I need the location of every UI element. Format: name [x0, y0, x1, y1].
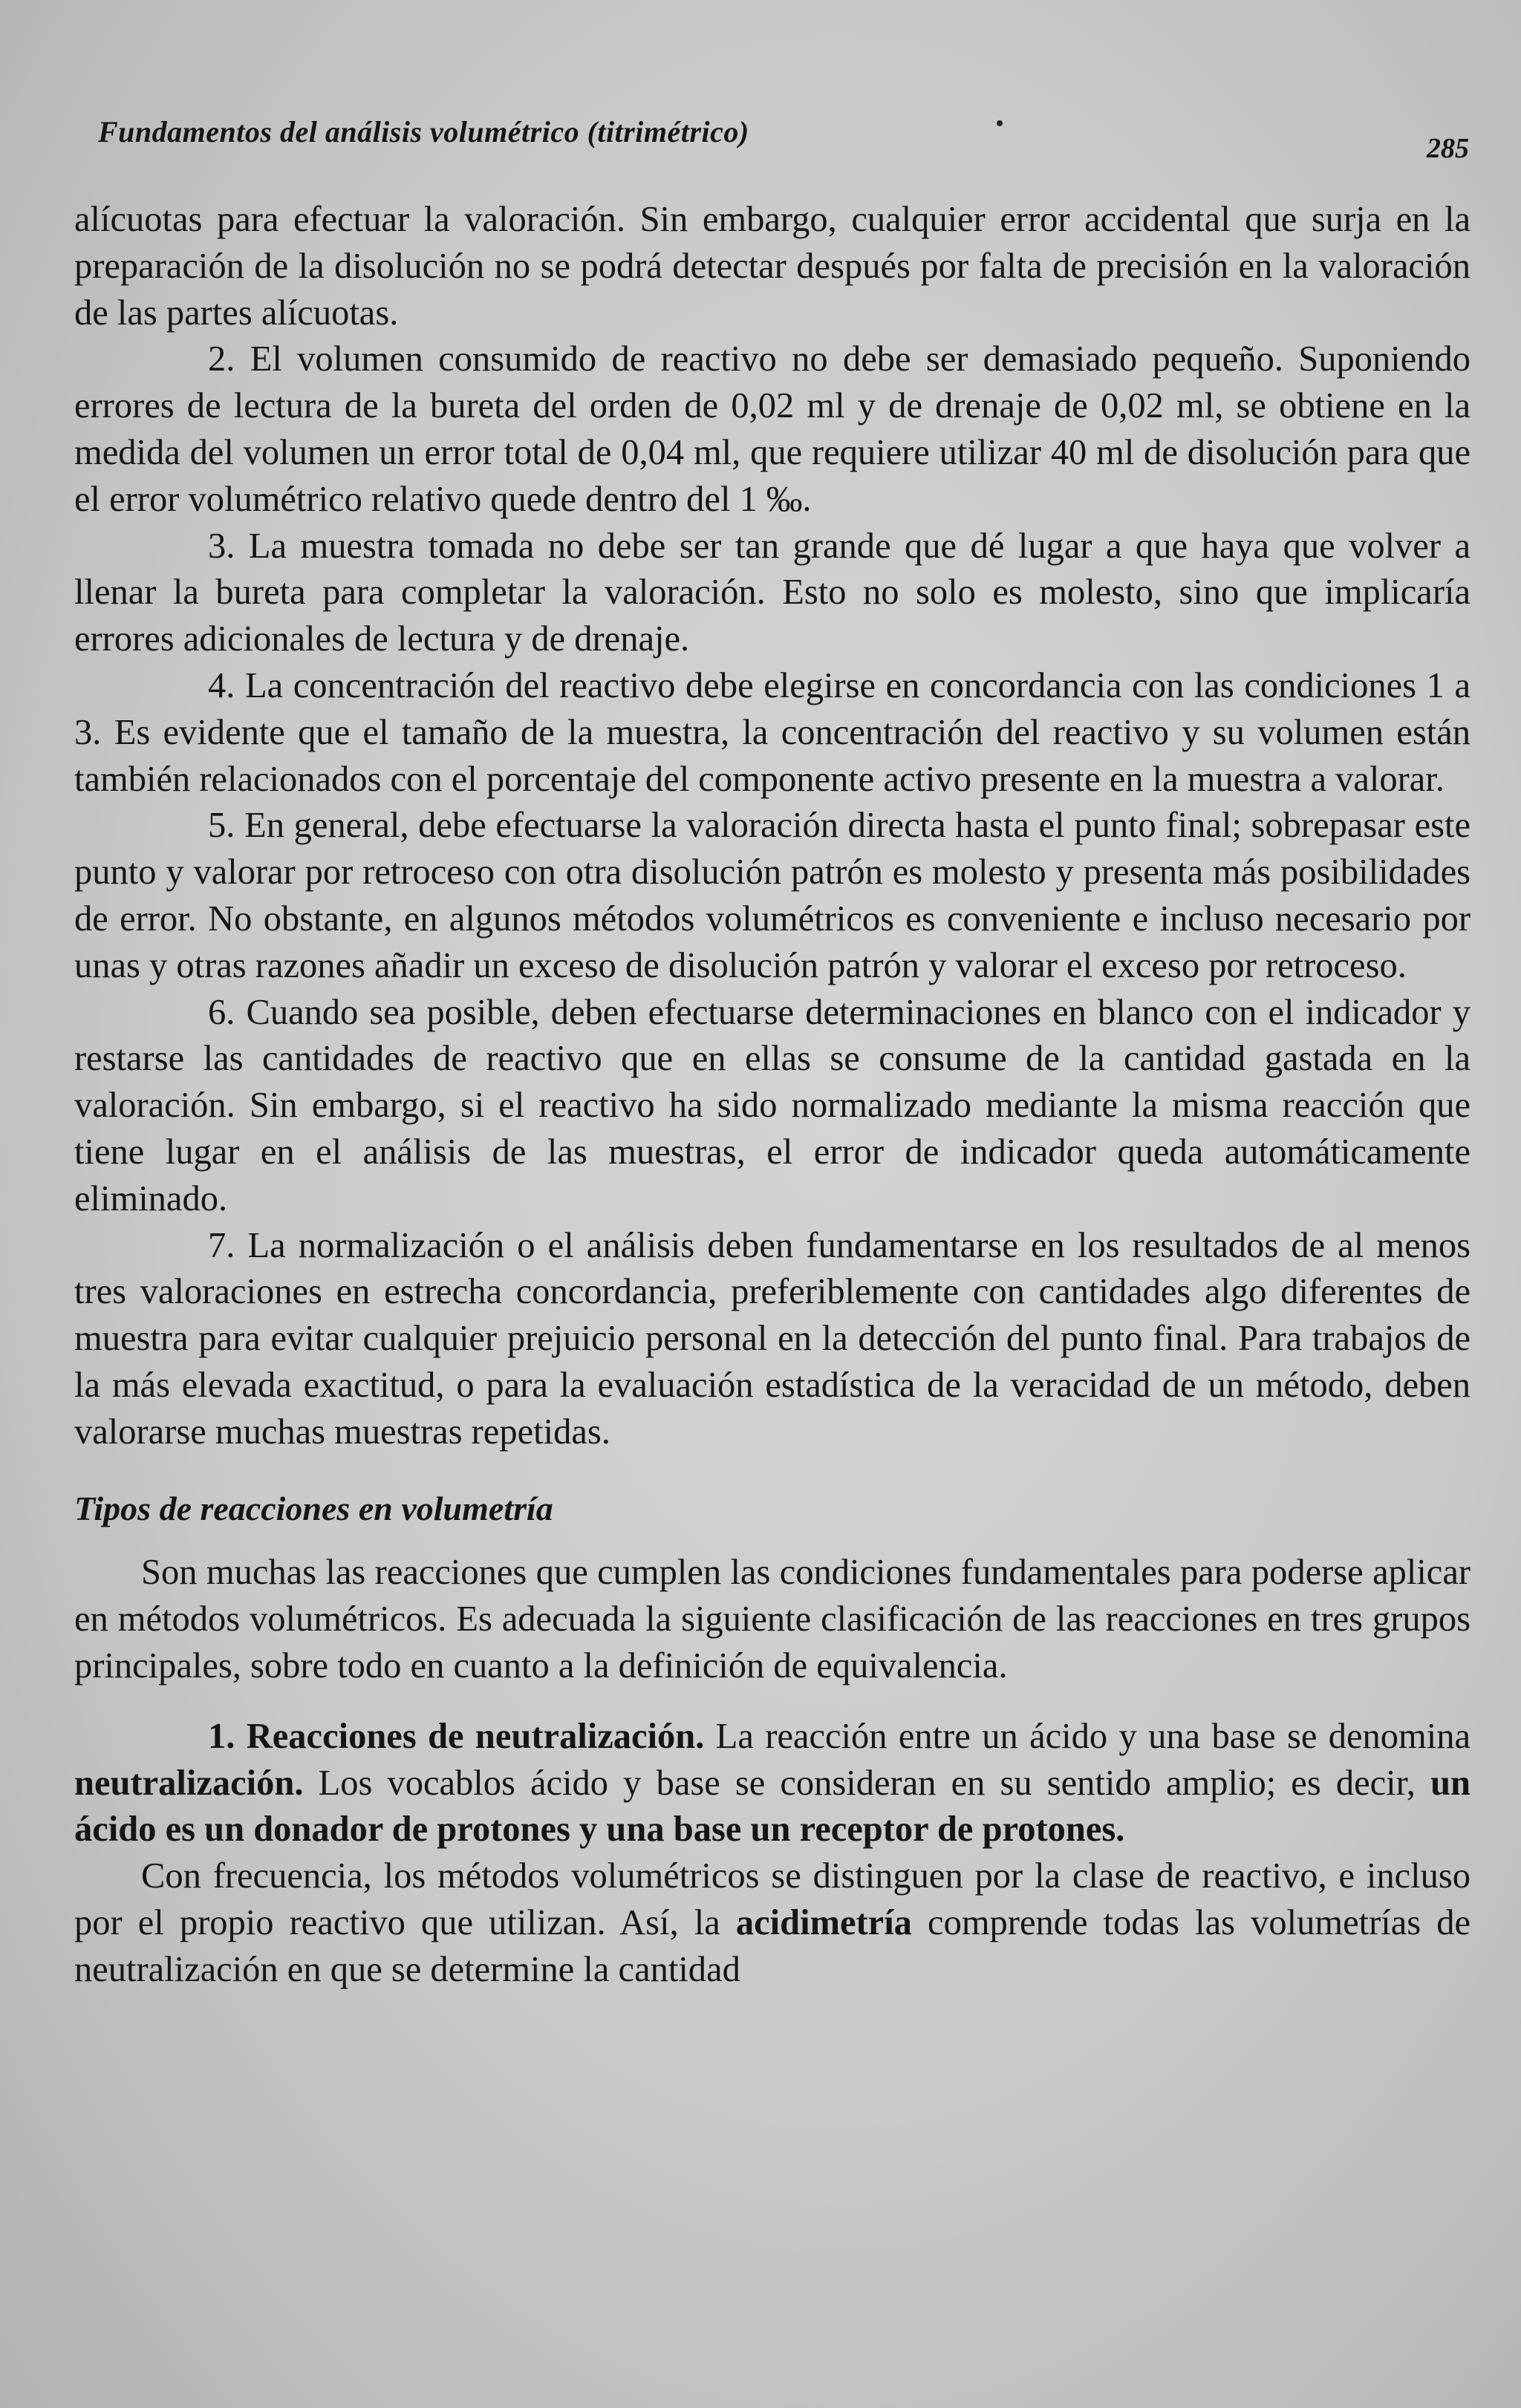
list-item-6	[74, 990, 1470, 1223]
term-neutralization: neutralización.	[74, 1763, 304, 1803]
list-item-5	[74, 803, 1470, 989]
section-heading: Tipos de reacciones en volumetría	[74, 1489, 553, 1527]
neutralization-paragraph	[74, 1714, 1470, 1853]
neutralization-text-a: La reacción entre un ácido y una base se denomina	[715, 1716, 1471, 1756]
list-text: El volumen consumido de reactivo no debe ser demasiado pequeño. Suponiendo errores de lectura de la bureta del orden de 0,02 ml y de drenaje de 0,02 ml, se obtiene en la medida del volumen un error total de 0,04 ml, que requiere utilizar 40 ml de disolución para que el error volumétrico relativo quede dentro del 1 ‰.	[74, 339, 1471, 519]
list-text: En general, debe efectuarse la valoración directa hasta el punto final; sobrepasar este punto y valorar por retroceso con otra disolución patrón es molesto y presenta más posibilidades de error. No obstante, en algunos métodos volumétricos es conveniente e incluso necesario por unas y otras razones añadir un exceso de disolución patrón y valorar el exceso por retroceso.	[74, 806, 1471, 985]
list-item-3	[74, 523, 1470, 663]
list-text: Cuando sea posible, deben efectuarse determinaciones en blanco con el indicador y restarse las cantidades de reactivo que en ellas se consume de la cantidad gastada en la valoración. Sin embargo, si el reactivo ha sido normalizado mediante la misma reacción que tiene lugar en el análisis de las muestras, el error de indicador queda automáticamente eliminado.	[74, 992, 1471, 1218]
list-number: 1.	[208, 1716, 235, 1756]
acidimetry-text-b: comprende todas las volumetrías de neutralización en que se determine la cantidad	[74, 1902, 1471, 1989]
list-item-7	[74, 1223, 1470, 1456]
list-item-2	[74, 336, 1470, 523]
list-text: La concentración del reactivo debe elegirse en concordancia con las condiciones 1 a 3. Es evidente que el tamaño de la muestra, la concentración del reactivo y su volumen están también relacionados con el porcentaje del componente activo presente en la muestra a valorar.	[74, 665, 1471, 799]
list-number: 7.	[208, 1225, 235, 1265]
list-number: 6.	[208, 992, 235, 1032]
section-intro: Son muchas las reacciones que cumplen las condiciones fundamentales para poderse aplicar en métodos volumétricos. Es adecuada la siguiente clasificación de las reacciones en tres grupos principales, sobre todo en cuanto a la definición de equivalencia.	[74, 1553, 1470, 1686]
list-number: 3.	[208, 526, 235, 566]
page-header	[98, 111, 1469, 163]
acidimetry-text-a: Con frecuencia, los métodos volumétricos se distinguen por la clase de reactivo, e incluso por el propio reactivo que utilizan. Así, la	[74, 1856, 1470, 1942]
acidimetry-paragraph	[74, 1853, 1470, 1993]
list-text: La muestra tomada no debe ser tan grande que dé lugar a que haya que volver a llenar la bureta para completar la valoración. Esto no solo es molesto, sino que implicaría errores adicionales de lectura y de drenaje.	[74, 526, 1471, 659]
page-number: 285	[1427, 133, 1469, 164]
list-text: La normalización o el análisis deben fundamentarse en los resultados de al menos tres valoraciones en estrecha concordancia, preferiblemente con cantidades algo diferentes de muestra para evitar cualquier prejuicio personal en la detección del punto final. Para trabajos de la más elevada exactitud, o para la evaluación estadística de la veracidad de un método, deben valorarse muchas muestras repetidas.	[74, 1225, 1470, 1452]
header-dot	[997, 120, 1003, 126]
neutralization-text-b: Los vocablos ácido y base se consideran en su sentido amplio; es decir,	[318, 1763, 1416, 1803]
list-number: 5.	[208, 806, 235, 846]
list-number: 2.	[208, 339, 235, 379]
list-number: 4.	[208, 665, 235, 705]
paragraph-continued: alícuotas para efectuar la valoración. Sin embargo, cualquier error accidental que surja en la preparación de la disolución no se podrá detectar después por falta de precisión en la valoración de las partes alícuotas.	[74, 200, 1470, 333]
acid-base-definition: un ácido es un donador de protones y una base un receptor de protones.	[74, 1763, 1471, 1850]
list-item-4	[74, 663, 1470, 803]
term-acidimetry: acidimetría	[735, 1902, 912, 1942]
subsection-title: Reacciones de neutralización.	[246, 1716, 705, 1756]
body-text	[74, 197, 1470, 1993]
running-title: Fundamentos del análisis volumétrico (titrimétrico)	[98, 115, 749, 149]
